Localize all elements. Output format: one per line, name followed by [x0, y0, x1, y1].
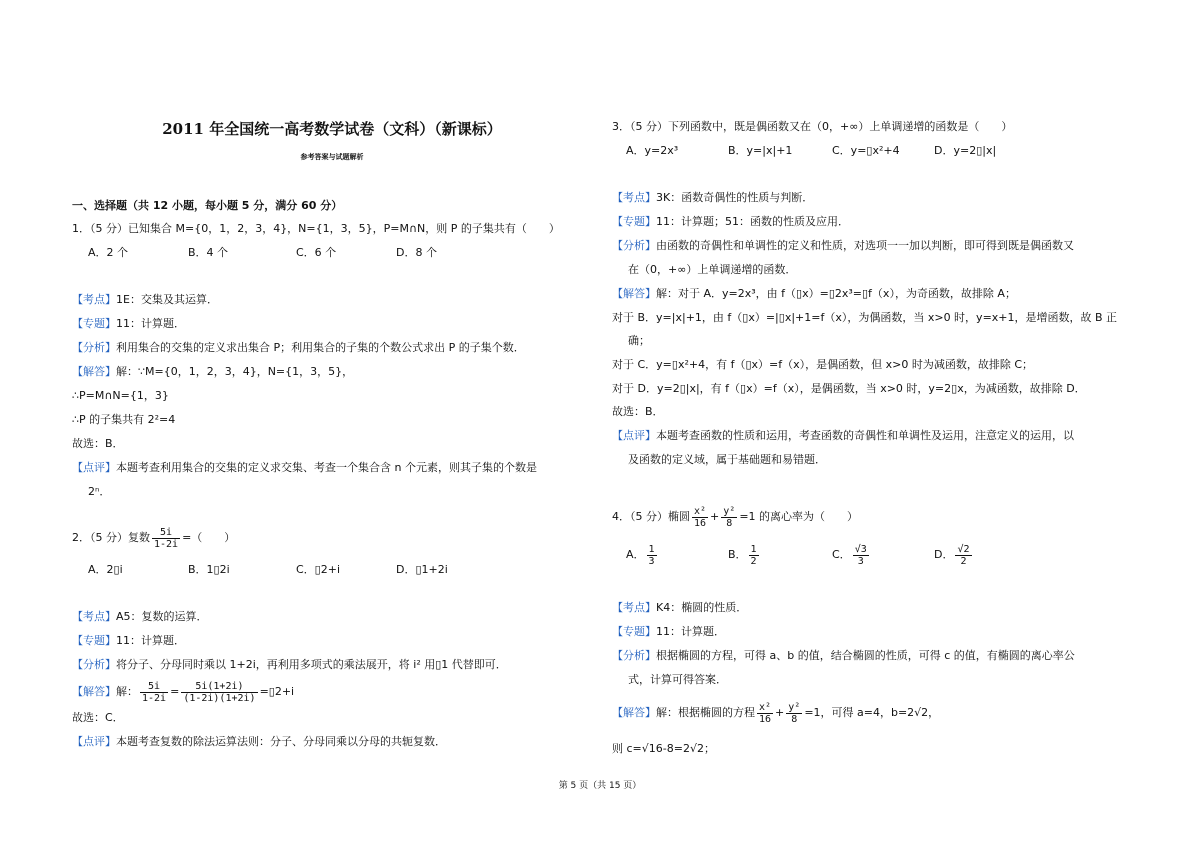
q1-dianping-cont: 2ⁿ． [88, 485, 111, 498]
q2-stem: 2．（5 分）复数 $\frac{5i}{1-2i}$ =（ ） [72, 526, 236, 550]
q3-step-c: 对于 C．y=▯x²+4，有 f（▯x）=f（x），是偶函数，但 x>0 时为减函数，故排除 C； [612, 358, 1034, 371]
q4-fenxi-cont: 式，计算可得答案． [628, 673, 727, 686]
q1-answer: 故选：B． [72, 437, 124, 450]
q1-option-d: D．8 个 [396, 246, 437, 259]
q4-final-step: 则 c=√16-8=2√2； [612, 742, 715, 755]
q1-zhuanti: 【专题】11：计算题． [72, 317, 185, 330]
q2-option-b: B．1▯2i [188, 563, 230, 576]
q3-step-b: 对于 B．y=|x|+1，由 f（▯x）=|▯x|+1=f（x），为偶函数，当 x>0 时，y=x+1，是增函数，故 B 正 [612, 311, 1118, 324]
q3-option-a: A．y=2x³ [626, 144, 679, 157]
page-subtitle: 参考答案与试题解析 [300, 153, 364, 161]
q4-option-d: D． $\frac{√2}{2}$ [934, 543, 970, 567]
q2-option-d: D．▯1+2i [396, 563, 448, 576]
q4-kaodian: 【考点】K4：椭圆的性质． [612, 601, 748, 614]
q1-stem: 1．（5 分）已知集合 M={0，1，2，3，4}，N={1，3，5}，P=M∩N，则 P 的子集共有（ ） [72, 222, 560, 235]
q2-jieda: 【解答】解： $\frac{5i}{1-2i}$ = $\frac{5i(1+2i)}{(1-2i)(1+2i)}$ =▯2+i [72, 680, 295, 704]
page-title: 2011 年全国统一高考数学试卷（文科）（新课标） [162, 120, 502, 138]
q1-fenxi: 【分析】利用集合的交集的定义求出集合 P；利用集合的子集的个数公式求出 P 的子集个数． [72, 341, 525, 354]
q3-option-c: C．y=▯x²+4 [832, 144, 900, 157]
q4-option-c: C． $\frac{√3}{3}$ [832, 543, 867, 567]
q4-option-b: B． $\frac{1}{2}$ [728, 543, 757, 567]
q2-fenxi: 【分析】将分子、分母同时乘以 1+2i，再利用多项式的乘法展开，将 i² 用▯1 代替即可． [72, 658, 507, 671]
q3-dianping: 【点评】本题考查函数的性质和运用，考查函数的奇偶性和单调性及运用，注意定义的运用，以 [612, 429, 1074, 442]
q4-option-a: A． $\frac{1}{3}$ [626, 543, 655, 567]
q4-fenxi: 【分析】根据椭圆的方程，可得 a、b 的值，结合椭圆的性质，可得 c 的值，有椭圆的离心率公 [612, 649, 1075, 662]
q1-step-2: ∴P 的子集共有 2²=4 [72, 413, 176, 426]
q3-answer: 故选：B． [612, 405, 664, 418]
q3-step-d: 对于 D．y=2▯|x|，有 f（▯x）=f（x），是偶函数，当 x>0 时，y=2▯x，为减函数，故排除 D． [612, 382, 1086, 395]
q2-kaodian: 【考点】A5：复数的运算． [72, 610, 208, 623]
q4-frac-x: $\frac{\text{x²}}{16}$ [694, 505, 707, 529]
q4-frac-y: $\frac{\text{y²}}{8}$ [723, 505, 736, 529]
q2-zhuanti: 【专题】11：计算题． [72, 634, 185, 647]
q3-fenxi-cont: 在（0，+∞）上单调递增的函数． [628, 263, 797, 276]
q4-stem: 4．（5 分）椭圆 $\frac{\text{x²}}{16}$ + $\frac{\text{y²}}{8}$ =1 的离心率为（ ） [612, 505, 859, 529]
q3-option-d: D．y=2▯|x| [934, 144, 997, 157]
q3-stem: 3．（5 分）下列函数中，既是偶函数又在（0，+∞）上单调递增的函数是（ ） [612, 120, 1013, 133]
q1-option-c: C．6 个 [296, 246, 337, 259]
q3-step-b-cont: 确； [628, 334, 650, 347]
page-footer: 第 5 页（共 15 页） [558, 781, 642, 791]
q3-jieda: 【解答】解：对于 A．y=2x³，由 f（▯x）=▯2x³=▯f（x），为奇函数，故排除 A； [612, 287, 1016, 300]
q3-dianping-cont: 及函数的定义域，属于基础题和易错题． [628, 453, 826, 466]
q4-zhuanti: 【专题】11：计算题． [612, 625, 725, 638]
q4-jieda: 【解答】解：根据椭圆的方程 $\frac{\text{x²}}{16}$ + $\frac{\text{y²}}{8}$ =1，可得 a=4，b=2√2， [612, 701, 940, 725]
q3-fenxi: 【分析】由函数的奇偶性和单调性的定义和性质，对选项一一加以判断，即可得到既是偶函数又 [612, 239, 1074, 252]
q1-kaodian: 【考点】1E：交集及其运算． [72, 293, 218, 306]
q2-jieda-frac-1: $\frac{5i}{1-2i}$ [142, 680, 167, 704]
q2-dianping: 【点评】本题考查复数的除法运算法则：分子、分母同乘以分母的共轭复数． [72, 735, 446, 748]
q1-option-a: A．2 个 [88, 246, 129, 259]
q3-kaodian: 【考点】3K：函数奇偶性的性质与判断． [612, 191, 814, 204]
q1-dianping: 【点评】本题考查利用集合的交集的定义求交集、考查一个集合含 n 个元素，则其子集的个数是 [72, 461, 537, 474]
q3-option-b: B．y=|x|+1 [728, 144, 793, 157]
q2-fraction: $\frac{5i}{1-2i}$ [154, 526, 179, 550]
q3-zhuanti: 【专题】11：计算题；51：函数的性质及应用． [612, 215, 849, 228]
q2-option-a: A．2▯i [88, 563, 123, 576]
q1-step-1: ∴P=M∩N={1，3} [72, 389, 169, 402]
q2-jieda-frac-2: $\frac{5i(1+2i)}{(1-2i)(1+2i)}$ [183, 680, 256, 704]
q1-jieda: 【解答】解：∵M={0，1，2，3，4}，N={1，3，5}， [72, 365, 354, 378]
q2-answer: 故选：C． [72, 711, 124, 724]
q2-option-c: C．▯2+i [296, 563, 341, 576]
section-heading: 一、选择题（共 12 小题，每小题 5 分，满分 60 分） [72, 199, 343, 212]
q1-option-b: B．4 个 [188, 246, 229, 259]
